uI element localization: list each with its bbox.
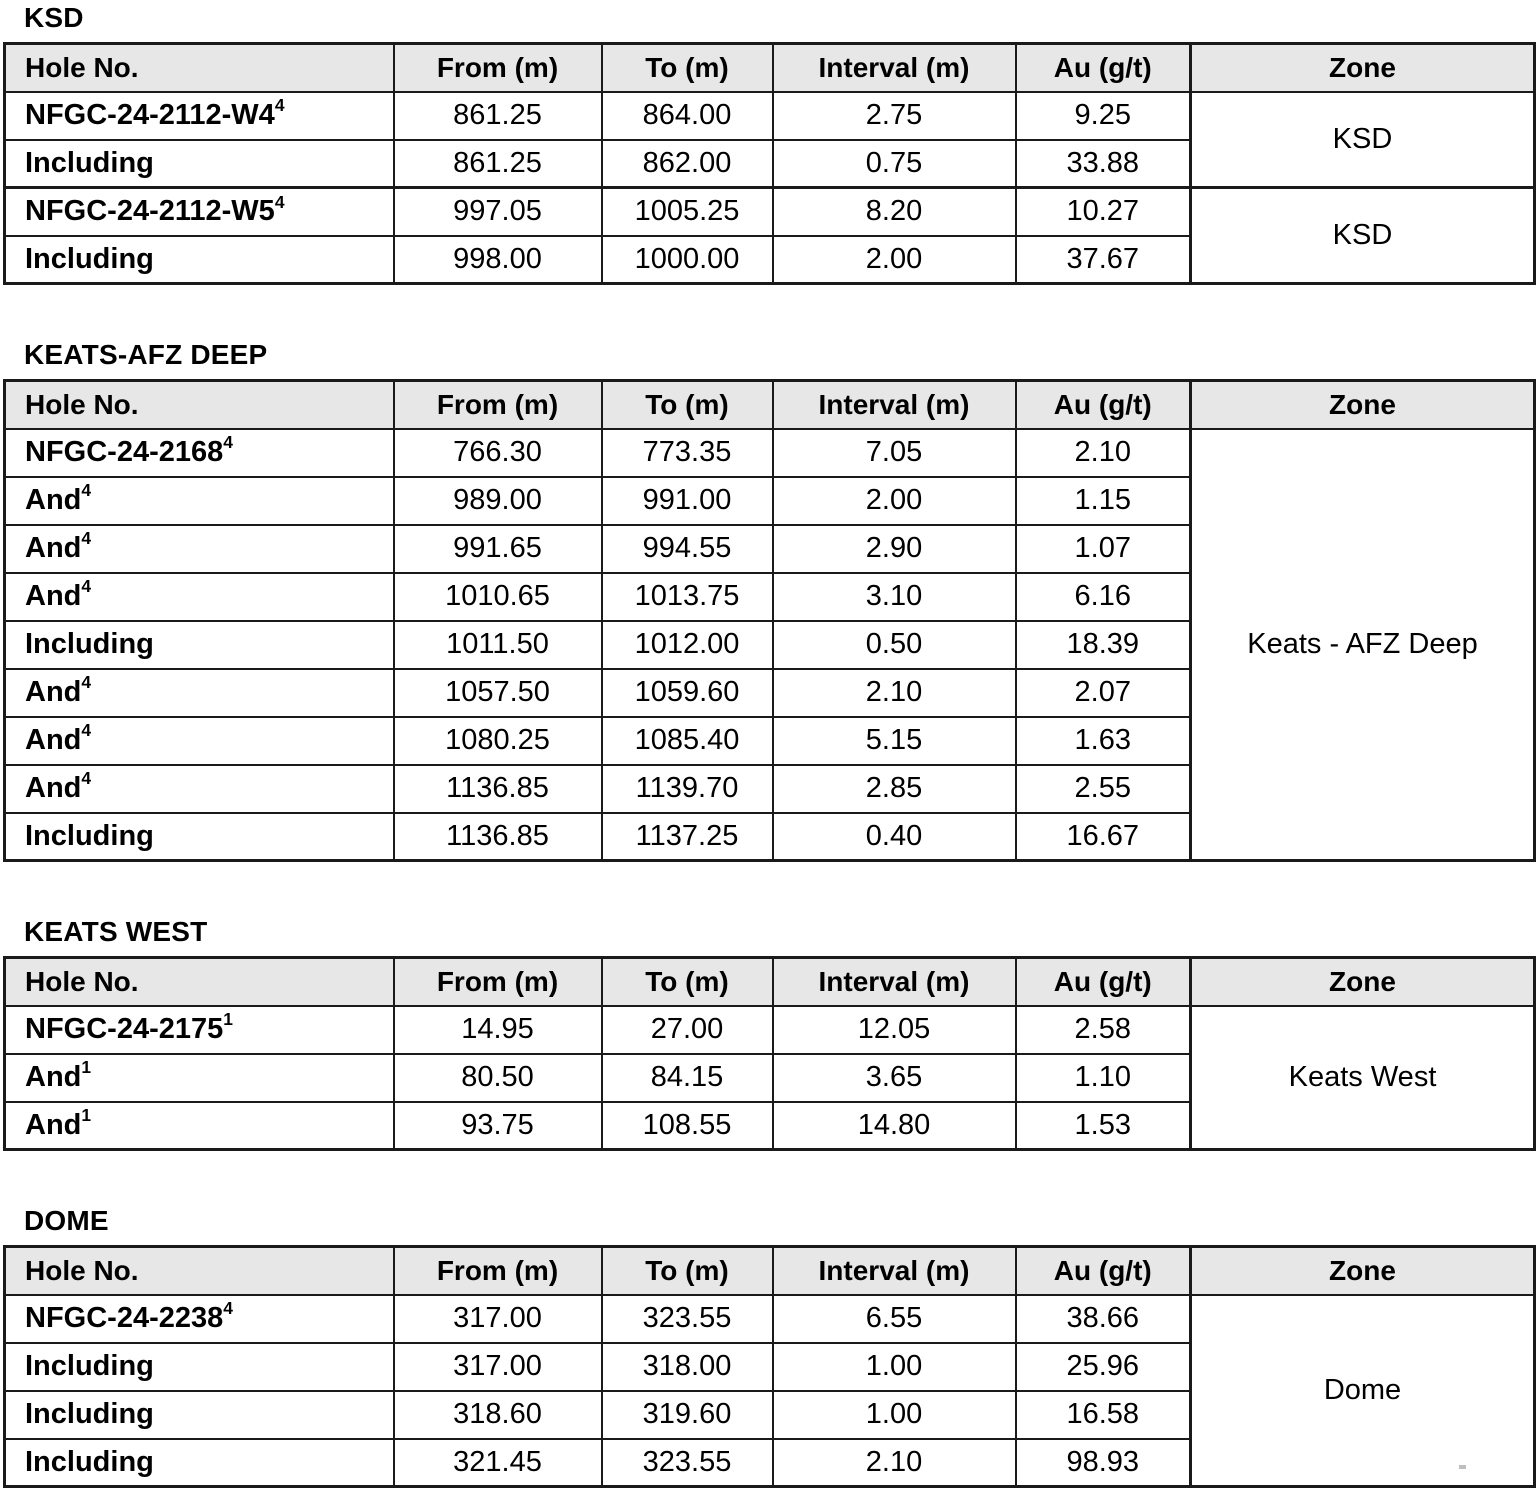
section-title: KEATS WEST (24, 916, 208, 947)
to-cell: 1012.00 (602, 621, 773, 669)
hole-no-label: Including (25, 628, 154, 660)
au-cell: 9.25 (1016, 92, 1191, 140)
from-cell: 766.30 (394, 429, 602, 477)
hole-no-cell (5, 1102, 394, 1150)
column-header-to: To (m) (602, 44, 773, 92)
column-header-from: From (m) (394, 958, 602, 1006)
from-cell: 1011.50 (394, 621, 602, 669)
hole-no-label: And (25, 484, 82, 516)
hole-no-cell (5, 1391, 394, 1439)
to-cell: 862.00 (602, 140, 773, 188)
interval-cell: 6.55 (773, 1295, 1016, 1343)
column-header-au: Au (g/t) (1016, 958, 1191, 1006)
section-keats-west (3, 918, 1533, 1151)
footnote-superscript: 4 (81, 480, 92, 501)
hole-no-label: NFGC-24-2112-W4 (25, 99, 275, 131)
interval-cell: 2.10 (773, 1439, 1016, 1487)
interval-cell: 2.90 (773, 525, 1016, 573)
footnote-superscript: 4 (81, 576, 92, 597)
hole-no-cell (5, 140, 394, 188)
table-row (5, 429, 1535, 477)
table-row (5, 1006, 1535, 1054)
zone-cell: Keats West (1191, 1006, 1535, 1150)
footnote-superscript: 4 (81, 528, 92, 549)
zone-cell: KSD (1191, 92, 1535, 188)
interval-cell: 2.10 (773, 669, 1016, 717)
interval-cell: 7.05 (773, 429, 1016, 477)
to-cell: 319.60 (602, 1391, 773, 1439)
hole-no-cell (5, 1439, 394, 1487)
column-header-au: Au (g/t) (1016, 381, 1191, 429)
to-cell: 323.55 (602, 1295, 773, 1343)
hole-no-label: Including (25, 1398, 154, 1430)
hole-no-cell (5, 477, 394, 525)
footnote-superscript: 4 (81, 768, 92, 789)
section-title: KEATS-AFZ DEEP (24, 339, 268, 370)
hole-no-label: And (25, 1061, 82, 1093)
hole-no-label: And (25, 532, 82, 564)
hole-no-cell (5, 236, 394, 284)
footnote-superscript: 1 (223, 1009, 233, 1030)
to-cell: 1137.25 (602, 813, 773, 861)
header-row (5, 44, 1535, 92)
hole-no-label: And (25, 1108, 82, 1141)
hole-no-label: NFGC-24-2175 (25, 1013, 224, 1045)
column-header-hole-no: Hole No. (5, 958, 394, 1006)
from-cell: 318.60 (394, 1391, 602, 1439)
column-header-from: From (m) (394, 381, 602, 429)
to-cell: 1085.40 (602, 717, 773, 765)
section-dome (3, 1207, 1533, 1488)
column-header-hole-no: Hole No. (5, 1247, 394, 1295)
from-cell: 997.05 (394, 188, 602, 236)
header-row (5, 958, 1535, 1006)
footnote-superscript: 4 (223, 432, 233, 453)
from-cell: 1010.65 (394, 573, 602, 621)
drill-results-table (3, 379, 1536, 862)
to-cell: 991.00 (602, 477, 773, 525)
au-cell: 25.96 (1016, 1343, 1191, 1391)
from-cell: 317.00 (394, 1295, 602, 1343)
au-cell: 2.58 (1016, 1006, 1191, 1054)
table-row (5, 1295, 1535, 1343)
au-cell: 16.67 (1016, 813, 1191, 861)
from-cell: 321.45 (394, 1439, 602, 1487)
zone-cell: Keats - AFZ Deep (1191, 429, 1535, 861)
hole-no-cell (5, 1054, 394, 1102)
zone-cell: Dome (1191, 1295, 1535, 1487)
au-cell: 1.15 (1016, 477, 1191, 525)
to-cell: 864.00 (602, 92, 773, 140)
au-cell: 38.66 (1016, 1295, 1191, 1343)
from-cell: 1080.25 (394, 717, 602, 765)
footnote-superscript: 1 (81, 1057, 92, 1078)
from-cell: 14.95 (394, 1006, 602, 1054)
hole-no-cell (5, 765, 394, 813)
to-cell: 1013.75 (602, 573, 773, 621)
hole-no-cell (5, 573, 394, 621)
hole-no-label: And (25, 676, 82, 708)
column-header-to: To (m) (602, 958, 773, 1006)
to-cell: 1005.25 (602, 188, 773, 236)
to-cell: 1000.00 (602, 236, 773, 284)
column-header-hole-no: Hole No. (5, 381, 394, 429)
interval-cell: 1.00 (773, 1343, 1016, 1391)
hole-no-label: NFGC-24-2112-W5 (25, 195, 275, 228)
hole-no-cell (5, 813, 394, 861)
column-header-interval: Interval (m) (773, 958, 1016, 1006)
to-cell: 27.00 (602, 1006, 773, 1054)
from-cell: 989.00 (394, 477, 602, 525)
from-cell: 998.00 (394, 236, 602, 284)
cropped-text-artifact (1459, 1465, 1466, 1469)
from-cell: 861.25 (394, 92, 602, 140)
header-row (5, 1247, 1535, 1295)
from-cell: 317.00 (394, 1343, 602, 1391)
hole-no-label: Including (25, 146, 154, 179)
hole-no-label: Including (25, 819, 154, 852)
footnote-superscript: 4 (81, 672, 92, 693)
section-ksd (3, 4, 1533, 285)
column-header-zone: Zone (1191, 381, 1535, 429)
column-header-from: From (m) (394, 44, 602, 92)
section-title: DOME (24, 1205, 109, 1236)
drill-results-table (3, 1245, 1536, 1488)
au-cell: 1.53 (1016, 1102, 1191, 1150)
column-header-zone: Zone (1191, 1247, 1535, 1295)
from-cell: 80.50 (394, 1054, 602, 1102)
header-row (5, 381, 1535, 429)
footnote-superscript: 4 (274, 191, 285, 212)
hole-no-cell (5, 188, 394, 236)
au-cell: 33.88 (1016, 140, 1191, 188)
hole-no-label: Including (25, 1445, 154, 1478)
footnote-superscript: 1 (81, 1105, 92, 1126)
from-cell: 1057.50 (394, 669, 602, 717)
interval-cell: 2.00 (773, 236, 1016, 284)
au-cell: 18.39 (1016, 621, 1191, 669)
footnote-superscript: 4 (223, 1298, 233, 1319)
table-row (5, 92, 1535, 140)
section-keats-afz-deep (3, 341, 1533, 862)
hole-no-cell (5, 717, 394, 765)
interval-cell: 8.20 (773, 188, 1016, 236)
table-row (5, 188, 1535, 236)
interval-cell: 5.15 (773, 717, 1016, 765)
interval-cell: 2.85 (773, 765, 1016, 813)
from-cell: 1136.85 (394, 813, 602, 861)
hole-no-cell (5, 1295, 394, 1343)
hole-no-label: And (25, 580, 82, 612)
hole-no-cell (5, 1343, 394, 1391)
column-header-interval: Interval (m) (773, 381, 1016, 429)
drill-results-table (3, 956, 1536, 1151)
drill-results-table (3, 42, 1536, 285)
hole-no-cell (5, 669, 394, 717)
hole-no-cell (5, 429, 394, 477)
to-cell: 323.55 (602, 1439, 773, 1487)
column-header-interval: Interval (m) (773, 44, 1016, 92)
column-header-au: Au (g/t) (1016, 1247, 1191, 1295)
interval-cell: 14.80 (773, 1102, 1016, 1150)
au-cell: 16.58 (1016, 1391, 1191, 1439)
from-cell: 93.75 (394, 1102, 602, 1150)
au-cell: 2.07 (1016, 669, 1191, 717)
interval-cell: 0.40 (773, 813, 1016, 861)
au-cell: 37.67 (1016, 236, 1191, 284)
column-header-zone: Zone (1191, 44, 1535, 92)
interval-cell: 3.10 (773, 573, 1016, 621)
hole-no-label: NFGC-24-2238 (25, 1302, 224, 1334)
hole-no-label: Including (25, 242, 154, 275)
to-cell: 994.55 (602, 525, 773, 573)
au-cell: 6.16 (1016, 573, 1191, 621)
interval-cell: 0.50 (773, 621, 1016, 669)
interval-cell: 12.05 (773, 1006, 1016, 1054)
to-cell: 1139.70 (602, 765, 773, 813)
au-cell: 2.10 (1016, 429, 1191, 477)
hole-no-cell (5, 525, 394, 573)
to-cell: 84.15 (602, 1054, 773, 1102)
au-cell: 1.63 (1016, 717, 1191, 765)
section-title: KSD (24, 2, 84, 33)
interval-cell: 3.65 (773, 1054, 1016, 1102)
hole-no-cell (5, 621, 394, 669)
column-header-au: Au (g/t) (1016, 44, 1191, 92)
from-cell: 1136.85 (394, 765, 602, 813)
interval-cell: 1.00 (773, 1391, 1016, 1439)
hole-no-label: And (25, 772, 82, 804)
hole-no-label: And (25, 724, 82, 756)
to-cell: 318.00 (602, 1343, 773, 1391)
column-header-from: From (m) (394, 1247, 602, 1295)
from-cell: 861.25 (394, 140, 602, 188)
hole-no-label: NFGC-24-2168 (25, 436, 224, 468)
hole-no-label: Including (25, 1350, 154, 1382)
footnote-superscript: 4 (274, 95, 285, 116)
interval-cell: 0.75 (773, 140, 1016, 188)
au-cell: 1.10 (1016, 1054, 1191, 1102)
au-cell: 1.07 (1016, 525, 1191, 573)
hole-no-cell (5, 92, 394, 140)
column-header-to: To (m) (602, 381, 773, 429)
interval-cell: 2.00 (773, 477, 1016, 525)
au-cell: 10.27 (1016, 188, 1191, 236)
to-cell: 773.35 (602, 429, 773, 477)
column-header-hole-no: Hole No. (5, 44, 394, 92)
column-header-interval: Interval (m) (773, 1247, 1016, 1295)
interval-cell: 2.75 (773, 92, 1016, 140)
au-cell: 2.55 (1016, 765, 1191, 813)
hole-no-cell (5, 1006, 394, 1054)
from-cell: 991.65 (394, 525, 602, 573)
column-header-to: To (m) (602, 1247, 773, 1295)
to-cell: 1059.60 (602, 669, 773, 717)
zone-cell: KSD (1191, 188, 1535, 284)
footnote-superscript: 4 (81, 720, 92, 741)
column-header-zone: Zone (1191, 958, 1535, 1006)
au-cell: 98.93 (1016, 1439, 1191, 1487)
to-cell: 108.55 (602, 1102, 773, 1150)
